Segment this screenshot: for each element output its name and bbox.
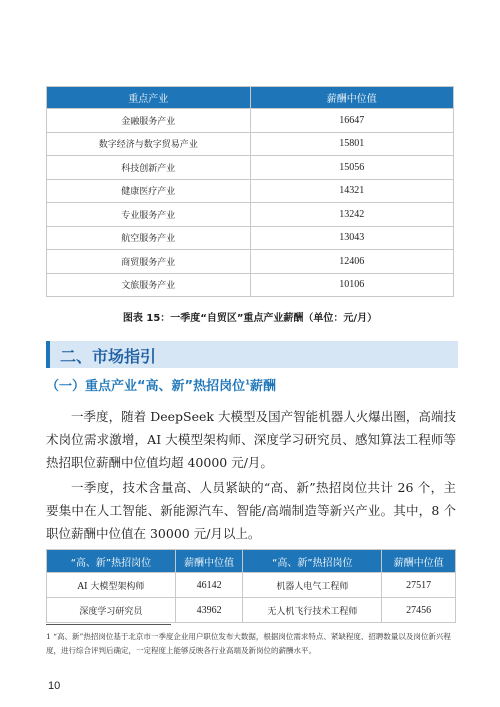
table-row: [47, 156, 454, 180]
body-paragraph: 一季度，技术含量高、人员紧缺的“高、新”热招岗位共计 26 个，主要集中在人工智能、新能源汽车、智能/高端制造等新兴产业。其中，8 个职位薪酬中位值在 30000 元/月以上。: [46, 480, 456, 541]
salary-cell: 15801: [250, 132, 454, 156]
salary-cell: 27517: [382, 573, 456, 598]
table-caption: 图表 15：一季度“自贸区”重点产业薪酬（单位：元/月）: [122, 313, 378, 324]
table-row: [47, 226, 454, 250]
table-row: [47, 179, 454, 203]
industry-cell: 科技创新产业: [47, 156, 251, 180]
subsection-title: [46, 375, 276, 394]
salary-cell: 43962: [175, 598, 242, 623]
industry-cell: 金融服务产业: [47, 109, 251, 133]
subsection-title-text: （一）重点产业“高、新”热招岗位: [46, 379, 246, 394]
section-accent-mark: [46, 341, 50, 368]
industry-cell: 专业服务产业: [47, 203, 251, 227]
industry-cell: 文旅服务产业: [47, 273, 251, 297]
table-row: [47, 273, 454, 297]
salary-cell: 10106: [250, 273, 454, 297]
salary-cell: 14321: [250, 179, 454, 203]
salary-cell: 46142: [175, 573, 242, 598]
job-cell: 深度学习研究员: [47, 598, 176, 623]
table-header-row: [47, 550, 456, 573]
salary-cell: 27456: [382, 598, 456, 623]
job-cell: 无人机飞行技术工程师: [243, 598, 382, 623]
table-row: [47, 598, 456, 623]
table-row: [47, 203, 454, 227]
salary-cell: 13242: [250, 203, 454, 227]
hot-jobs-table: [46, 549, 456, 623]
column-header-job: “高、新”热招岗位: [47, 550, 176, 573]
industry-cell: 健康医疗产业: [47, 179, 251, 203]
subsection-title-tail: 薪酬: [249, 379, 276, 394]
job-cell: AI 大模型架构师: [47, 573, 176, 598]
salary-cell: 15056: [250, 156, 454, 180]
table-header-row: [47, 87, 454, 109]
footnote-ref: 1: [245, 378, 250, 387]
body-paragraph: 一季度，随着 DeepSeek 大模型及国产智能机器人火爆出圈，高端技术岗位需求激增，AI 大模型架构师、深度学习研究员、感知算法工程师等热招职位薪酬中位值均超 40000 元/月。: [46, 409, 456, 470]
salary-cell: 13043: [250, 226, 454, 250]
section-heading-bar: [46, 341, 458, 368]
column-header-job: “高、新”热招岗位: [243, 550, 382, 573]
footnote: 1 “高、新”热招岗位基于北京市一季度企业用户职位发布大数据，根据岗位需求特点、紧缺程度、招聘数量以及岗位新兴程度，进行综合评判后确定，一定程度上能够反映各行业高端及新岗位的薪酬水平。: [46, 632, 451, 655]
industry-cell: 数字经济与数字贸易产业: [47, 132, 251, 156]
column-header-industry: 重点产业: [47, 87, 251, 109]
salary-cell: 16647: [250, 109, 454, 133]
industry-salary-table: [46, 86, 454, 297]
industry-cell: 航空服务产业: [47, 226, 251, 250]
table-row: [47, 132, 454, 156]
column-header-salary: 薪酬中位值: [250, 87, 454, 109]
job-cell: 机器人电气工程师: [243, 573, 382, 598]
page-number: 10: [48, 680, 61, 692]
table-row: [47, 109, 454, 133]
footnote-divider: [46, 624, 171, 625]
industry-cell: 商贸服务产业: [47, 250, 251, 274]
column-header-salary: 薪酬中位值: [382, 550, 456, 573]
salary-cell: 12406: [250, 250, 454, 274]
column-header-salary: 薪酬中位值: [175, 550, 242, 573]
table-row: [47, 573, 456, 598]
section-title: 二、市场指引: [60, 347, 157, 366]
table-row: [47, 250, 454, 274]
